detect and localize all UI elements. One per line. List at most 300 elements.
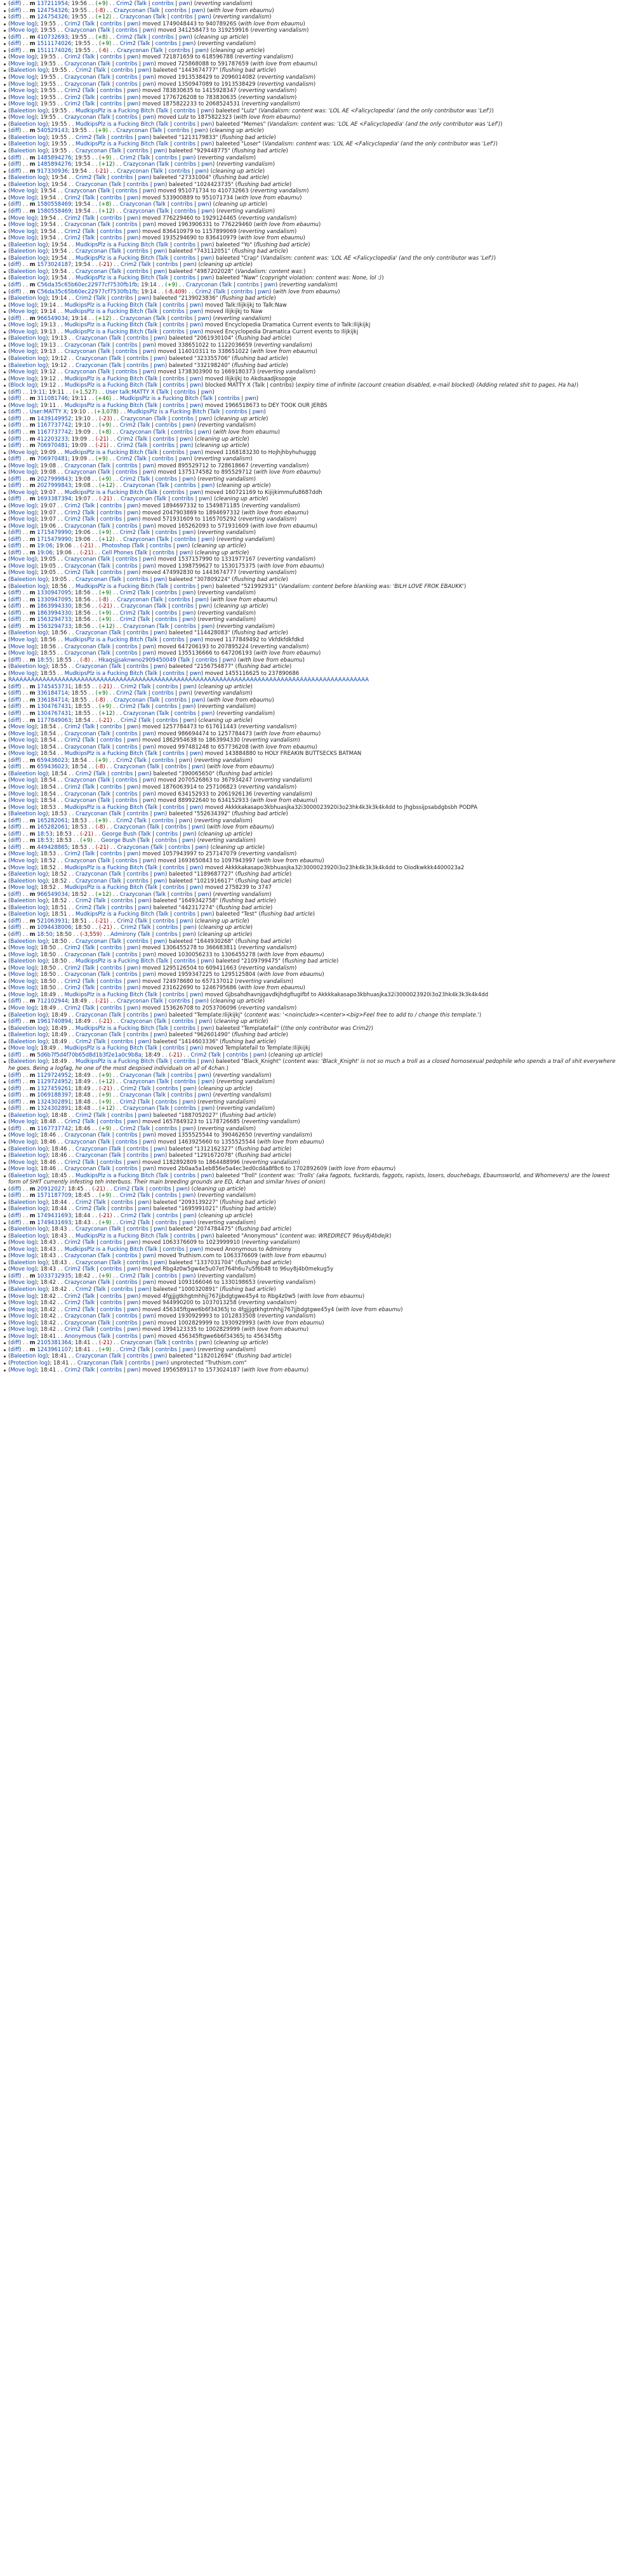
talk-link[interactable]: Talk	[152, 168, 163, 175]
talk-link[interactable]: Talk	[136, 757, 147, 764]
page-link[interactable]: 1863994330	[37, 610, 72, 617]
user-link[interactable]: Crazyconan	[114, 7, 146, 14]
log-type-link[interactable]: Move log	[10, 978, 35, 985]
contribs-link[interactable]: contribs	[100, 1159, 122, 1166]
diff-link[interactable]: diff	[10, 47, 19, 54]
contribs-link[interactable]: contribs	[100, 194, 122, 201]
page-link[interactable]: 2105381364	[37, 1340, 72, 1347]
diff-link[interactable]: diff	[10, 496, 19, 503]
page-link[interactable]: 18:55	[37, 657, 53, 664]
contribs-link[interactable]: contribs	[173, 255, 196, 262]
log-type-link[interactable]: Move log	[10, 751, 35, 757]
user-link[interactable]: Crim2	[76, 1038, 92, 1045]
contribs-link[interactable]: contribs	[156, 831, 178, 838]
diff-link[interactable]: diff	[10, 1346, 19, 1353]
log-type-link[interactable]: Move log	[10, 114, 35, 121]
talk-link[interactable]: Talk	[84, 1005, 95, 1012]
diff-link[interactable]: diff	[10, 717, 19, 724]
log-type-link[interactable]: Move log	[10, 188, 35, 195]
talk-link[interactable]: Talk	[202, 396, 213, 403]
pwn-link[interactable]: pwn	[127, 1366, 139, 1373]
pwn-link[interactable]: pwn	[192, 697, 204, 704]
talk-link[interactable]: Talk	[95, 175, 106, 182]
log-type-link[interactable]: Baleetion log	[10, 1011, 46, 1018]
contribs-link[interactable]: contribs	[100, 1119, 122, 1126]
contribs-link[interactable]: contribs	[100, 1306, 122, 1313]
pwn-link[interactable]: pwn	[180, 443, 192, 450]
talk-link[interactable]: Talk	[158, 1172, 169, 1179]
diff-link[interactable]: diff	[10, 924, 19, 931]
user-link[interactable]: Crim2	[64, 1300, 81, 1307]
pwn-link[interactable]: pwn	[189, 449, 201, 456]
talk-link[interactable]: Talk	[140, 262, 151, 269]
contribs-link[interactable]: contribs	[171, 891, 193, 898]
talk-link[interactable]: Talk	[155, 429, 166, 436]
contribs-link[interactable]: contribs	[100, 1366, 122, 1373]
pwn-link[interactable]: pwn	[154, 1011, 165, 1018]
log-type-link[interactable]: Move log	[10, 1319, 35, 1326]
pwn-link[interactable]: pwn	[201, 241, 213, 248]
pwn-link[interactable]: pwn	[258, 288, 270, 295]
user-link[interactable]: Crazyconan	[114, 697, 146, 704]
contribs-link[interactable]: contribs	[116, 114, 138, 121]
page-link[interactable]: 1485894276	[37, 161, 72, 168]
contribs-link[interactable]: contribs	[152, 1, 174, 7]
contribs-link[interactable]: contribs	[171, 1072, 193, 1079]
talk-link[interactable]: Talk	[140, 717, 151, 724]
page-link[interactable]: 1485894276	[37, 154, 72, 161]
contribs-link[interactable]: contribs	[116, 1279, 138, 1286]
contribs-link[interactable]: contribs	[116, 1313, 138, 1320]
talk-link[interactable]: Talk	[84, 570, 95, 577]
page-link[interactable]: User:MATTY X	[29, 409, 67, 416]
user-link[interactable]: MudkipsPlz is a Fucking Bitch	[76, 107, 155, 114]
log-type-link[interactable]: Move log	[10, 342, 35, 349]
log-type-link[interactable]: Move log	[10, 1166, 35, 1173]
page-link[interactable]: 336184714	[37, 690, 69, 697]
log-type-link[interactable]: Move log	[10, 951, 35, 958]
talk-link[interactable]: Talk	[95, 904, 106, 911]
contribs-link[interactable]: contribs	[100, 228, 122, 235]
diff-link[interactable]: diff	[10, 536, 19, 543]
user-link[interactable]: Crazyconan	[121, 603, 153, 610]
diff-link[interactable]: diff	[10, 590, 19, 597]
pwn-link[interactable]: pwn	[182, 422, 194, 429]
log-type-link[interactable]: Move log	[10, 570, 35, 577]
user-link[interactable]: MudkipsPlz is a Fucking Bitch	[76, 911, 155, 918]
contribs-link[interactable]: contribs	[100, 101, 122, 108]
user-link[interactable]: Crim2	[114, 1185, 130, 1192]
pwn-link[interactable]: pwn	[154, 1259, 165, 1266]
log-type-link[interactable]: Baleetion log	[10, 362, 46, 369]
contribs-link[interactable]: contribs	[100, 1239, 122, 1246]
pwn-link[interactable]: pwn	[182, 476, 194, 483]
contribs-link[interactable]: contribs	[173, 1232, 196, 1239]
talk-link[interactable]: Talk	[95, 67, 106, 74]
talk-link[interactable]: Talk	[100, 556, 110, 563]
pwn-link[interactable]: pwn	[142, 777, 154, 784]
contribs-link[interactable]: contribs	[111, 1199, 133, 1206]
talk-link[interactable]: Talk	[140, 1192, 150, 1199]
page-link[interactable]: 19:06	[37, 543, 53, 550]
user-link[interactable]: User talk:MATTY X	[105, 389, 155, 396]
diff-link[interactable]: diff	[10, 1085, 19, 1092]
pwn-link[interactable]: pwn	[201, 161, 213, 168]
pwn-link[interactable]: pwn	[154, 1032, 165, 1039]
pwn-link[interactable]: pwn	[127, 194, 139, 201]
log-type-link[interactable]: Move log	[10, 516, 35, 523]
contribs-link[interactable]: contribs	[100, 851, 122, 858]
contribs-link[interactable]: contribs	[126, 630, 149, 637]
talk-link[interactable]: Talk	[100, 342, 110, 349]
contribs-link[interactable]: contribs	[111, 1206, 133, 1213]
pwn-link[interactable]: pwn	[192, 7, 204, 14]
contribs-link[interactable]: contribs	[100, 978, 122, 985]
user-link[interactable]: Crazyconan	[64, 971, 96, 978]
user-link[interactable]: Crim2	[119, 1125, 136, 1132]
talk-link[interactable]: Talk	[100, 1279, 110, 1286]
page-link[interactable]: 659436023	[37, 757, 69, 764]
talk-link[interactable]: Talk	[84, 1293, 95, 1300]
log-type-link[interactable]: Move log	[10, 791, 35, 797]
log-type-link[interactable]: Baleetion log	[10, 1058, 46, 1065]
pwn-link[interactable]: pwn	[182, 41, 194, 48]
contribs-link[interactable]: contribs	[171, 1092, 193, 1099]
log-type-link[interactable]: Move log	[10, 636, 35, 643]
user-link[interactable]: Crazyconan	[119, 315, 152, 322]
user-link[interactable]: Crazyconan	[64, 342, 96, 349]
pwn-link[interactable]: pwn	[142, 462, 154, 469]
contribs-link[interactable]: contribs	[116, 777, 138, 784]
user-link[interactable]: Crazyconan	[64, 730, 96, 737]
pwn-link[interactable]: pwn	[142, 369, 154, 376]
log-type-link[interactable]: Move log	[10, 27, 35, 34]
page-link[interactable]: 1167737742	[37, 429, 72, 436]
talk-link[interactable]: Talk	[84, 784, 95, 791]
page-link[interactable]: 165282061	[37, 817, 69, 824]
contribs-link[interactable]: contribs	[162, 322, 185, 329]
contribs-link[interactable]: contribs	[152, 34, 174, 41]
talk-link[interactable]: Talk	[111, 1032, 122, 1039]
contribs-link[interactable]: contribs	[174, 710, 196, 717]
contribs-link[interactable]: contribs	[126, 938, 149, 945]
user-link[interactable]: Crim2	[64, 1005, 81, 1012]
user-link[interactable]: Crim2	[76, 67, 92, 74]
talk-link[interactable]: Talk	[147, 636, 158, 643]
diff-link[interactable]: diff	[10, 657, 19, 664]
talk-link[interactable]: Talk	[100, 1313, 110, 1320]
talk-link[interactable]: Talk	[84, 1159, 95, 1166]
contribs-link[interactable]: contribs	[162, 884, 185, 891]
pwn-link[interactable]: pwn	[142, 791, 154, 797]
diff-link[interactable]: diff	[10, 262, 19, 269]
diff-link[interactable]: diff	[10, 1079, 19, 1086]
talk-link[interactable]: Talk	[100, 1166, 110, 1173]
contribs-link[interactable]: contribs	[155, 530, 178, 537]
user-link[interactable]: Crazyconan	[64, 858, 96, 864]
diff-link[interactable]: diff	[10, 429, 19, 436]
page-link[interactable]: 1167737742	[37, 422, 72, 429]
talk-link[interactable]: Talk	[112, 1360, 124, 1367]
pwn-link[interactable]: pwn	[127, 570, 139, 577]
diff-link[interactable]: diff	[10, 683, 19, 690]
diff-link[interactable]: diff	[10, 396, 19, 403]
pwn-link[interactable]: pwn	[201, 1025, 213, 1032]
log-type-link[interactable]: Baleetion log	[10, 107, 46, 114]
talk-link[interactable]: Talk	[152, 128, 162, 135]
pwn-link[interactable]: pwn	[189, 751, 201, 757]
page-link[interactable]: 1745453731	[37, 683, 72, 690]
page-link[interactable]: 1580558469	[37, 208, 72, 215]
diff-link[interactable]: diff	[10, 697, 19, 704]
pwn-link[interactable]: pwn	[192, 764, 204, 771]
pwn-link[interactable]: pwn	[138, 1199, 150, 1206]
page-link[interactable]: 1961740894	[37, 1018, 72, 1025]
diff-link[interactable]: diff	[10, 710, 19, 717]
log-type-link[interactable]: Move log	[10, 777, 35, 784]
contribs-link[interactable]: contribs	[152, 456, 174, 463]
user-link[interactable]: Crazyconan	[76, 630, 108, 637]
talk-link[interactable]: Talk	[84, 503, 95, 510]
user-link[interactable]: Crim2	[64, 194, 81, 201]
talk-link[interactable]: Talk	[147, 864, 158, 871]
user-link[interactable]: MudkipsPlz is a Fucking Bitch	[76, 1025, 155, 1032]
pwn-link[interactable]: pwn	[127, 54, 139, 61]
pwn-link[interactable]: pwn	[182, 610, 194, 617]
pwn-link[interactable]: pwn	[127, 503, 139, 510]
user-link[interactable]: Crim2	[119, 476, 136, 483]
log-type-link[interactable]: Move log	[10, 322, 35, 329]
talk-link[interactable]: Talk	[149, 764, 160, 771]
user-link[interactable]: MudkipsPlz is a Fucking Bitch	[76, 275, 155, 282]
log-type-link[interactable]: Move log	[10, 449, 35, 456]
contribs-link[interactable]: contribs	[152, 817, 174, 824]
log-type-link[interactable]: Move log	[10, 402, 35, 409]
user-link[interactable]: Crim2	[117, 436, 134, 443]
talk-link[interactable]: Talk	[140, 1272, 150, 1279]
diff-link[interactable]: diff	[10, 764, 19, 771]
pwn-link[interactable]: pwn	[127, 945, 139, 952]
talk-link[interactable]: Talk	[100, 791, 110, 797]
talk-link[interactable]: Talk	[100, 74, 110, 81]
page-link[interactable]: 1167737742	[37, 1125, 72, 1132]
user-link[interactable]: Crim2	[64, 964, 81, 971]
user-link[interactable]: Crim2	[116, 690, 133, 697]
contribs-link[interactable]: contribs	[149, 1185, 171, 1192]
pwn-link[interactable]: pwn	[138, 1112, 150, 1119]
talk-link[interactable]: Talk	[84, 978, 95, 985]
log-type-link[interactable]: Baleetion log	[10, 811, 46, 818]
pwn-link[interactable]: pwn	[127, 1005, 139, 1012]
log-type-link[interactable]: Move log	[10, 489, 35, 496]
talk-link[interactable]: Talk	[111, 664, 122, 671]
user-link[interactable]: Crim2	[119, 1192, 136, 1199]
contribs-link[interactable]: contribs	[126, 1353, 149, 1360]
diff-link[interactable]: diff	[10, 543, 19, 550]
pwn-link[interactable]: pwn	[138, 1038, 150, 1045]
page-link[interactable]: 1330947095	[37, 596, 72, 603]
contribs-link[interactable]: contribs	[100, 1005, 122, 1012]
user-link[interactable]: Crim2	[116, 34, 133, 41]
pwn-link[interactable]: pwn	[127, 1326, 139, 1333]
page-link[interactable]: 410732693	[37, 34, 69, 41]
talk-link[interactable]: Talk	[215, 288, 226, 295]
page-link[interactable]: 1069188397	[37, 1092, 72, 1099]
page-link[interactable]: 412203233	[37, 436, 69, 443]
talk-link[interactable]: Talk	[84, 945, 95, 952]
log-type-link[interactable]: Move log	[10, 1246, 35, 1253]
log-type-link[interactable]: Baleetion log	[10, 175, 46, 182]
user-link[interactable]: Crazyconan	[116, 128, 149, 135]
contribs-link[interactable]: contribs	[162, 309, 185, 316]
talk-link[interactable]: Talk	[140, 931, 150, 938]
user-link[interactable]: Crazyconan	[64, 523, 96, 530]
talk-link[interactable]: Talk	[100, 523, 110, 530]
talk-link[interactable]: Talk	[95, 1038, 106, 1045]
user-link[interactable]: MudkipsPlz is a Fucking Bitch	[64, 322, 143, 329]
user-link[interactable]: MudkipsPlz is a Fucking Bitch	[76, 241, 155, 248]
talk-link[interactable]: Talk	[84, 94, 95, 101]
log-type-link[interactable]: Move log	[10, 744, 35, 751]
log-type-link[interactable]: Baleetion log	[10, 770, 46, 777]
talk-link[interactable]: Talk	[147, 375, 158, 382]
contribs-link[interactable]: contribs	[173, 275, 196, 282]
log-type-link[interactable]: Baleetion log	[10, 871, 46, 878]
user-link[interactable]: Crazyconan	[121, 496, 153, 503]
pwn-link[interactable]: pwn	[142, 730, 154, 737]
user-link[interactable]: Crim2	[76, 1286, 92, 1293]
log-type-link[interactable]: Block log	[10, 382, 35, 389]
page-link[interactable]: 19:06	[37, 549, 53, 556]
talk-link[interactable]: Talk	[158, 389, 169, 396]
talk-link[interactable]: Talk	[159, 483, 169, 490]
contribs-link[interactable]: contribs	[155, 1125, 178, 1132]
contribs-link[interactable]: contribs	[171, 201, 193, 208]
user-link[interactable]: Crim2	[121, 683, 137, 690]
pwn-link[interactable]: pwn	[156, 1360, 167, 1367]
diff-link[interactable]: diff	[10, 1051, 19, 1058]
pwn-link[interactable]: pwn	[183, 1085, 195, 1092]
page-link[interactable]: 521063931	[37, 918, 69, 924]
pwn-link[interactable]: pwn	[253, 1051, 265, 1058]
talk-link[interactable]: Talk	[100, 1333, 111, 1340]
user-link[interactable]: Crazyconan	[76, 1259, 108, 1266]
page-link[interactable]: 18:53	[37, 831, 53, 838]
pwn-link[interactable]: pwn	[182, 704, 194, 711]
contribs-link[interactable]: contribs	[100, 724, 122, 731]
contribs-link[interactable]: contribs	[162, 751, 185, 757]
contribs-link[interactable]: contribs	[116, 222, 138, 229]
user-link[interactable]: Crim2	[64, 215, 81, 222]
contribs-link[interactable]: contribs	[230, 288, 253, 295]
pwn-link[interactable]: pwn	[142, 81, 154, 88]
talk-link[interactable]: Talk	[84, 964, 95, 971]
talk-link[interactable]: Talk	[152, 844, 163, 851]
pwn-link[interactable]: pwn	[142, 643, 154, 650]
pwn-link[interactable]: pwn	[127, 509, 139, 516]
contribs-link[interactable]: contribs	[174, 623, 196, 630]
log-type-link[interactable]: Baleetion log	[10, 141, 46, 148]
user-link[interactable]: Crazyconan	[114, 764, 146, 771]
contribs-link[interactable]: contribs	[162, 302, 185, 309]
contribs-link[interactable]: contribs	[162, 804, 185, 811]
log-type-link[interactable]: Move log	[10, 1045, 35, 1052]
talk-link[interactable]: Talk	[100, 1253, 110, 1260]
talk-link[interactable]: Talk	[100, 369, 110, 376]
user-link[interactable]: Crazyconan	[76, 1011, 108, 1018]
diff-link[interactable]: diff	[10, 201, 19, 208]
user-link[interactable]: Crazyconan	[64, 1319, 96, 1326]
talk-link[interactable]: Talk	[136, 456, 147, 463]
user-link[interactable]: MudkipsPlz is a Fucking Bitch	[64, 864, 143, 871]
log-type-link[interactable]: Move log	[10, 784, 35, 791]
pwn-link[interactable]: pwn	[189, 1246, 201, 1253]
page-link[interactable]: 18:50	[37, 931, 53, 938]
page-link[interactable]: 917330936	[37, 168, 69, 175]
talk-link[interactable]: Talk	[95, 1286, 106, 1293]
contribs-link[interactable]: contribs	[116, 342, 138, 349]
user-link[interactable]: Crazyconan	[64, 74, 96, 81]
log-type-link[interactable]: Move log	[10, 60, 35, 67]
pwn-link[interactable]: pwn	[189, 302, 201, 309]
pwn-link[interactable]: pwn	[127, 1293, 139, 1300]
contribs-link[interactable]: contribs	[152, 918, 175, 924]
page-link[interactable]: 1749431693	[37, 1212, 72, 1219]
user-link[interactable]: Crim2	[76, 770, 92, 777]
user-link[interactable]: Crim2	[116, 456, 133, 463]
talk-link[interactable]: Talk	[84, 88, 95, 95]
diff-link[interactable]: diff	[10, 443, 19, 450]
diff-link[interactable]: diff	[10, 617, 19, 624]
log-type-link[interactable]: Move log	[10, 884, 35, 891]
pwn-link[interactable]: pwn	[189, 309, 201, 316]
user-link[interactable]: Crim2	[64, 851, 81, 858]
user-link[interactable]: Crazyconan	[123, 536, 156, 543]
pwn-link[interactable]: pwn	[127, 20, 139, 27]
pwn-link[interactable]: pwn	[142, 650, 154, 657]
user-link[interactable]: Crim2	[64, 1239, 81, 1246]
pwn-link[interactable]: pwn	[154, 355, 165, 362]
pwn-link[interactable]: pwn	[201, 710, 213, 717]
user-link[interactable]: Crim2	[119, 1346, 136, 1353]
pwn-link[interactable]: pwn	[142, 74, 154, 81]
pwn-link[interactable]: pwn	[142, 1279, 154, 1286]
pwn-link[interactable]: pwn	[142, 951, 154, 958]
pwn-link[interactable]: pwn	[182, 1346, 194, 1353]
user-link[interactable]: Crazyconan	[64, 462, 96, 469]
pwn-link[interactable]: pwn	[127, 737, 139, 744]
user-link[interactable]: Crazyconan	[76, 355, 108, 362]
diff-link[interactable]: diff	[10, 1212, 19, 1219]
diff-link[interactable]: diff	[10, 1192, 19, 1199]
talk-link[interactable]: Talk	[159, 623, 169, 630]
contribs-link[interactable]: contribs	[116, 462, 138, 469]
pwn-link[interactable]: pwn	[183, 683, 195, 690]
pwn-link[interactable]: pwn	[182, 1272, 194, 1279]
user-link[interactable]: Crazyconan	[119, 891, 152, 898]
pwn-link[interactable]: pwn	[178, 690, 190, 697]
diff-link[interactable]: diff	[10, 931, 19, 938]
page-link[interactable]: 19:11	[29, 389, 46, 396]
talk-link[interactable]: Talk	[147, 1246, 158, 1253]
user-link[interactable]: Crazyconan	[119, 14, 152, 21]
talk-link[interactable]: Talk	[84, 1326, 95, 1333]
user-link[interactable]: Crazyconan	[64, 81, 96, 88]
talk-link[interactable]: Talk	[158, 255, 169, 262]
pwn-link[interactable]: pwn	[154, 871, 165, 878]
user-link[interactable]: Crazyconan	[76, 1152, 108, 1159]
talk-link[interactable]: Talk	[100, 858, 110, 864]
